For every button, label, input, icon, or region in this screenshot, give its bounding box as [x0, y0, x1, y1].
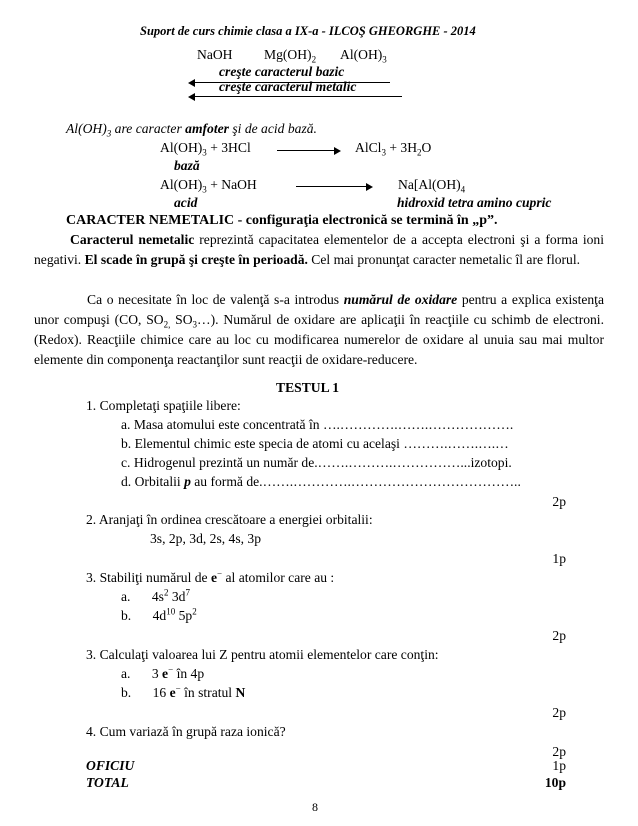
question-2: 2. Aranjaţi în ordinea crescătoare a energiei orbitalii: — [86, 512, 373, 527]
test-title: TESTUL 1 — [276, 380, 340, 395]
question-4a: a. 3 e− în 4p — [121, 664, 205, 681]
question-1d: d. Orbitalii p au formă de.…….………….……………………………….. — [121, 474, 521, 489]
question-4: 3. Calculaţi valoarea lui Z pentru atomii elementelor care conţin: — [86, 647, 439, 662]
question-1c: c. Hidrogenul prezintă un număr de.…….……….……………...izotopi. — [121, 455, 512, 470]
reaction2-arrow — [296, 186, 371, 187]
page-number: 8 — [312, 800, 318, 814]
question-1b: b. Elementul chimic este specia de atomi cu acelaşi ……….…….….… — [121, 436, 509, 451]
question-3: 3. Stabiliţi numărul de e− al atomilor care au : — [86, 568, 335, 585]
question-3a: a. $4s^2$ $3d^7$ — [121, 587, 190, 604]
question-2-orbitals: 3s, 2p, 3d, 2s, 4s, 3p — [150, 531, 262, 546]
arrow-left-metallic — [190, 96, 402, 97]
question-1a: a. Masa atomului este concentrată în ….………….…….………………. — [121, 417, 514, 432]
reaction1-arrow — [277, 150, 339, 151]
reaction2-role: acid — [174, 195, 198, 210]
total-label: TOTAL — [86, 775, 129, 790]
oficiu-label: OFICIU — [86, 758, 135, 773]
section-heading-nonmetal: CARACTER NEMETALIC - configuraţia electronică se termină în „p”. — [66, 213, 498, 228]
base-naoh: NaOH — [197, 47, 233, 62]
arrow-label-metallic: creşte caracterul metalic — [219, 79, 357, 94]
reaction2-products: $Na[Al(OH)_4$ — [398, 177, 466, 195]
paragraph-nonmetal-definition: Caracterul nemetalic reprezintă capacitatea elementelor de a accepta electroni şi a forma ioni negativi. El scade în grupă şi creşte în perioadă. Cel mai pronunţat caracter nemetalic îl are florul. — [34, 232, 604, 267]
question-1: 1. Completaţi spaţiile libere: — [86, 398, 241, 413]
reaction2-product-name: hidroxid tetra amino cupric — [397, 195, 552, 210]
reaction1-reactants: $Al(OH)_3 + 3HCl$ — [160, 140, 251, 158]
arrow-label-basic: creşte caracterul bazic — [219, 64, 345, 79]
base-aloh3: $Al(OH)_3$ — [340, 47, 387, 65]
amphoter-intro: $Al(OH)_3$ are caracter amfoter şi de acid bază. — [66, 121, 317, 139]
question-3-points: 2p — [552, 628, 566, 643]
question-4b: b. 16 e− în stratul N — [121, 683, 246, 700]
page-header: Suport de curs chimie clasa a IX-a - ILCOŞ GHEORGHE - 2014 — [140, 24, 476, 38]
total-points: 10p — [544, 775, 566, 790]
question-1-points: 2p — [552, 494, 566, 509]
question-5: 4. Cum variază în grupă raza ionică? — [86, 724, 286, 739]
oficiu-points: 1p — [552, 758, 566, 773]
paragraph-oxidation-number: Ca o necesitate în loc de valenţă s-a introdus numărul de oxidare pentru a explica existenţa unor compuşi (CO, $SO_{2,}$ $SO_3\dots$). Numărul de oxidare are aplicaţii în reacţiile cu schimb de electroni. (Redox). Reacţiile chimice care au loc cu modificarea numerelor de oxidare al unuia sau mai multor elemente din componenţa reactanţilor sunt reacţii de oxidare-reducere. — [34, 292, 604, 367]
question-4-points: 2p — [552, 705, 566, 720]
reaction2-reactants: $Al(OH)_3$ + NaOH — [160, 177, 257, 195]
question-3b: b. $4d^{10}$ $5p^2$ — [121, 606, 197, 623]
reaction1-role: bază — [174, 158, 200, 173]
question-5-points: 2p — [552, 744, 566, 759]
question-2-points: 1p — [552, 551, 566, 566]
reaction1-products: AlCl$_3$ + $3H_2O$ — [355, 140, 432, 158]
base-mgoh2: $Mg(OH)_2$ — [264, 47, 317, 65]
